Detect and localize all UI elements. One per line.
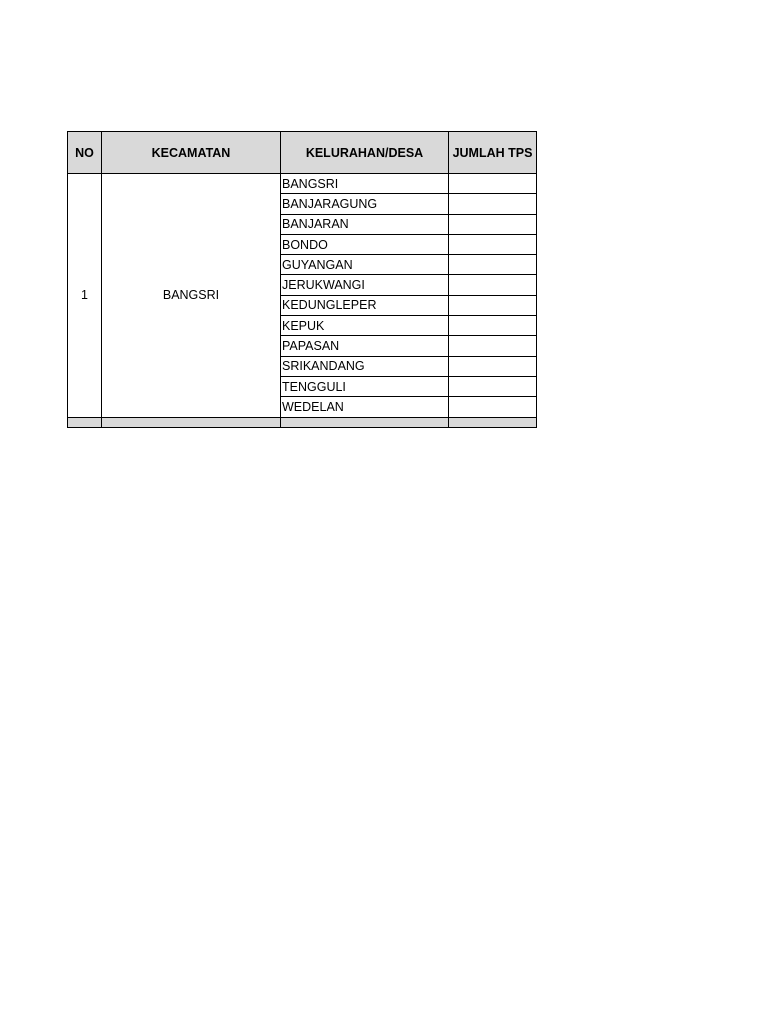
header-jumlah-tps: JUMLAH TPS <box>449 132 537 174</box>
jumlah-tps-cell <box>449 316 537 336</box>
desa-cell: BANJARAGUNG <box>281 194 449 214</box>
jumlah-tps-cell <box>449 214 537 234</box>
jumlah-tps-cell <box>449 174 537 194</box>
desa-cell: SRIKANDANG <box>281 356 449 376</box>
desa-cell: PAPASAN <box>281 336 449 356</box>
table-header <box>68 132 537 174</box>
desa-cell: KEDUNGLEPER <box>281 295 449 315</box>
jumlah-tps-cell <box>449 295 537 315</box>
table-body <box>68 174 537 428</box>
jumlah-tps-cell <box>449 275 537 295</box>
desa-cell: GUYANGAN <box>281 255 449 275</box>
desa-cell: BANJARAN <box>281 214 449 234</box>
tps-table <box>67 131 537 428</box>
total-row <box>68 417 537 427</box>
jumlah-tps-cell <box>449 356 537 376</box>
desa-cell: BANGSRI <box>281 174 449 194</box>
header-kecamatan: KECAMATAN <box>102 132 281 174</box>
desa-cell: TENGGULI <box>281 376 449 396</box>
jumlah-tps-cell <box>449 397 537 417</box>
desa-cell: BONDO <box>281 234 449 254</box>
desa-cell: JERUKWANGI <box>281 275 449 295</box>
total-cell <box>449 417 537 427</box>
desa-cell: WEDELAN <box>281 397 449 417</box>
jumlah-tps-cell <box>449 336 537 356</box>
jumlah-tps-cell <box>449 234 537 254</box>
jumlah-tps-cell <box>449 255 537 275</box>
table-row <box>68 174 537 194</box>
header-kelurahan-desa: KELURAHAN/DESA <box>281 132 449 174</box>
header-no: NO <box>68 132 102 174</box>
total-cell <box>281 417 449 427</box>
header-row <box>68 132 537 174</box>
total-cell <box>102 417 281 427</box>
kecamatan-cell: BANGSRI <box>102 174 281 418</box>
jumlah-tps-cell <box>449 376 537 396</box>
desa-cell: KEPUK <box>281 316 449 336</box>
jumlah-tps-cell <box>449 194 537 214</box>
total-cell <box>68 417 102 427</box>
no-cell: 1 <box>68 174 102 418</box>
